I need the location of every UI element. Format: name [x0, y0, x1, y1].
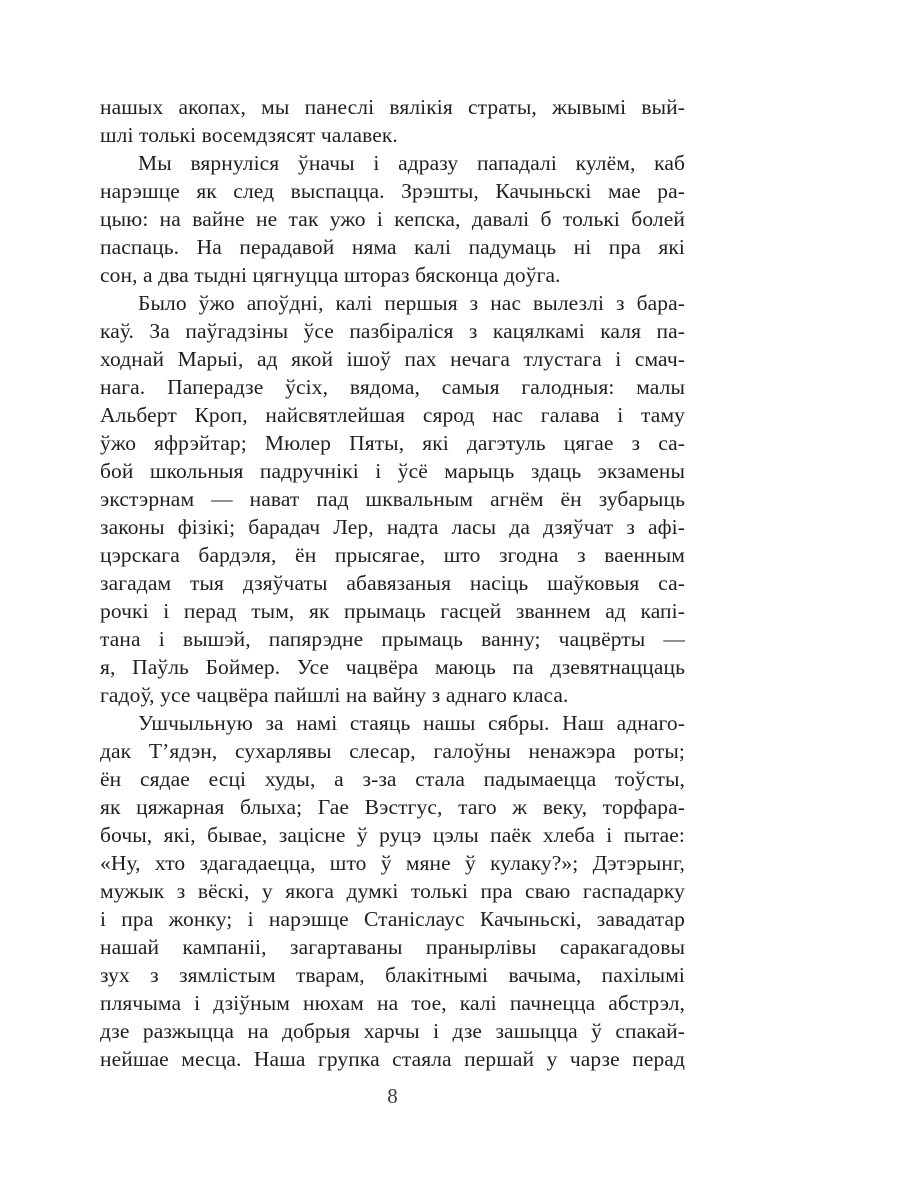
page-text-block [100, 93, 685, 1073]
text-line: бой школьныя падручнікі і ўсё марыць здаць экзамены [100, 459, 685, 483]
text-line: нага. Паперадзе ўсіх, вядома, самыя галодныя: малы [100, 375, 685, 399]
text-line: цэрскага бардэля, ён прысягае, што згодна з ваенным [100, 543, 685, 567]
text-line: зух з зямлістым тварам, блакітнымі вачыма, пахілымі [100, 963, 685, 987]
text-line: я, Паўль Боймер. Усе чацвёра маюць па дзевятнаццаць [100, 655, 685, 679]
text-line: нашай кампаніі, загартаваны пранырлівы саракагадовы [100, 935, 685, 959]
text-line: дзе разжыцца на добрыя харчы і дзе зашыцца ў спакай- [100, 1019, 685, 1043]
text-line: «Ну, хто здагадаецца, што ў мяне ў кулаку?»; Дэтэрынг, [100, 851, 685, 875]
text-line: экстэрнам — нават пад шквальным агнём ён зубарыць [100, 487, 685, 511]
text-line: ходнай Марыі, ад якой ішоў пах нечага тлустага і смач- [100, 347, 685, 371]
text-line: нарэшце як след выспацца. Зрэшты, Качыньскі мае ра- [100, 179, 685, 203]
text-line: ўжо яфрэйтар; Мюлер Пяты, які дагэтуль цягае з са- [100, 431, 685, 455]
text-line: і пра жонку; і нарэшце Станіслаус Качыньскі, завадатар [100, 907, 685, 931]
text-line: рочкі і перад тым, як прымаць гасцей званнем ад капі- [100, 599, 685, 623]
text-line: Ушчыльную за намі стаяць нашы сябры. Наш аднаго- [138, 711, 685, 735]
text-line: сон, а два тыдні цягнуцца штораз бясконца доўга. [100, 263, 561, 287]
text-line: ён сядае есці худы, а з-за стала падымаецца тоўсты, [100, 767, 685, 791]
text-line: каў. За паўгадзіны ўсе пазбіраліся з кацялкамі каля па- [100, 319, 685, 343]
text-line: цыю: на вайне не так ужо і кепска, давалі б толькі болей [100, 207, 685, 231]
text-line: законы фізікі; барадач Лер, надта ласы да дзяўчат з афі- [100, 515, 685, 539]
text-line: Было ўжо апоўдні, калі першыя з нас вылезлі з бара- [138, 291, 685, 315]
text-line: бочы, які, бывае, зацісне ў руцэ цэлы паёк хлеба і пытае: [100, 823, 685, 847]
text-line: нашых акопах, мы панеслі вялікія страты, жывымі вый- [100, 95, 685, 119]
text-line: загадам тыя дзяўчаты абавязаныя насіць шаўковыя са- [100, 571, 685, 595]
text-line: Мы вярнуліся ўначы і адразу пападалі кулём, каб [138, 151, 685, 175]
text-line: паспаць. На перадавой няма калі падумаць ні пра які [100, 235, 685, 259]
text-line: як цяжарная блыха; Гае Вэстгус, таго ж веку, торфара- [100, 795, 685, 819]
page-number: 8 [387, 1084, 398, 1108]
text-line: дак Т’ядэн, сухарлявы слесар, галоўны ненажэра роты; [100, 739, 685, 763]
text-line: плячыма і дзіўным нюхам на тое, калі пачнецца абстрэл, [100, 991, 685, 1015]
text-line: Альберт Кроп, найсвятлейшая сярод нас галава і таму [100, 403, 685, 427]
text-line: гадоў, усе чацвёра пайшлі на вайну з аднаго класа. [100, 683, 569, 707]
text-line: мужык з вёскі, у якога думкі толькі пра сваю гаспадарку [100, 879, 685, 903]
text-line: нейшае месца. Наша групка стаяла першай у чарзе перад [100, 1047, 685, 1071]
text-line: тана і вышэй, папярэдне прымаць ванну; чацвёрты — [100, 627, 685, 651]
text-line: шлі толькі восемдзясят чалавек. [100, 123, 398, 147]
